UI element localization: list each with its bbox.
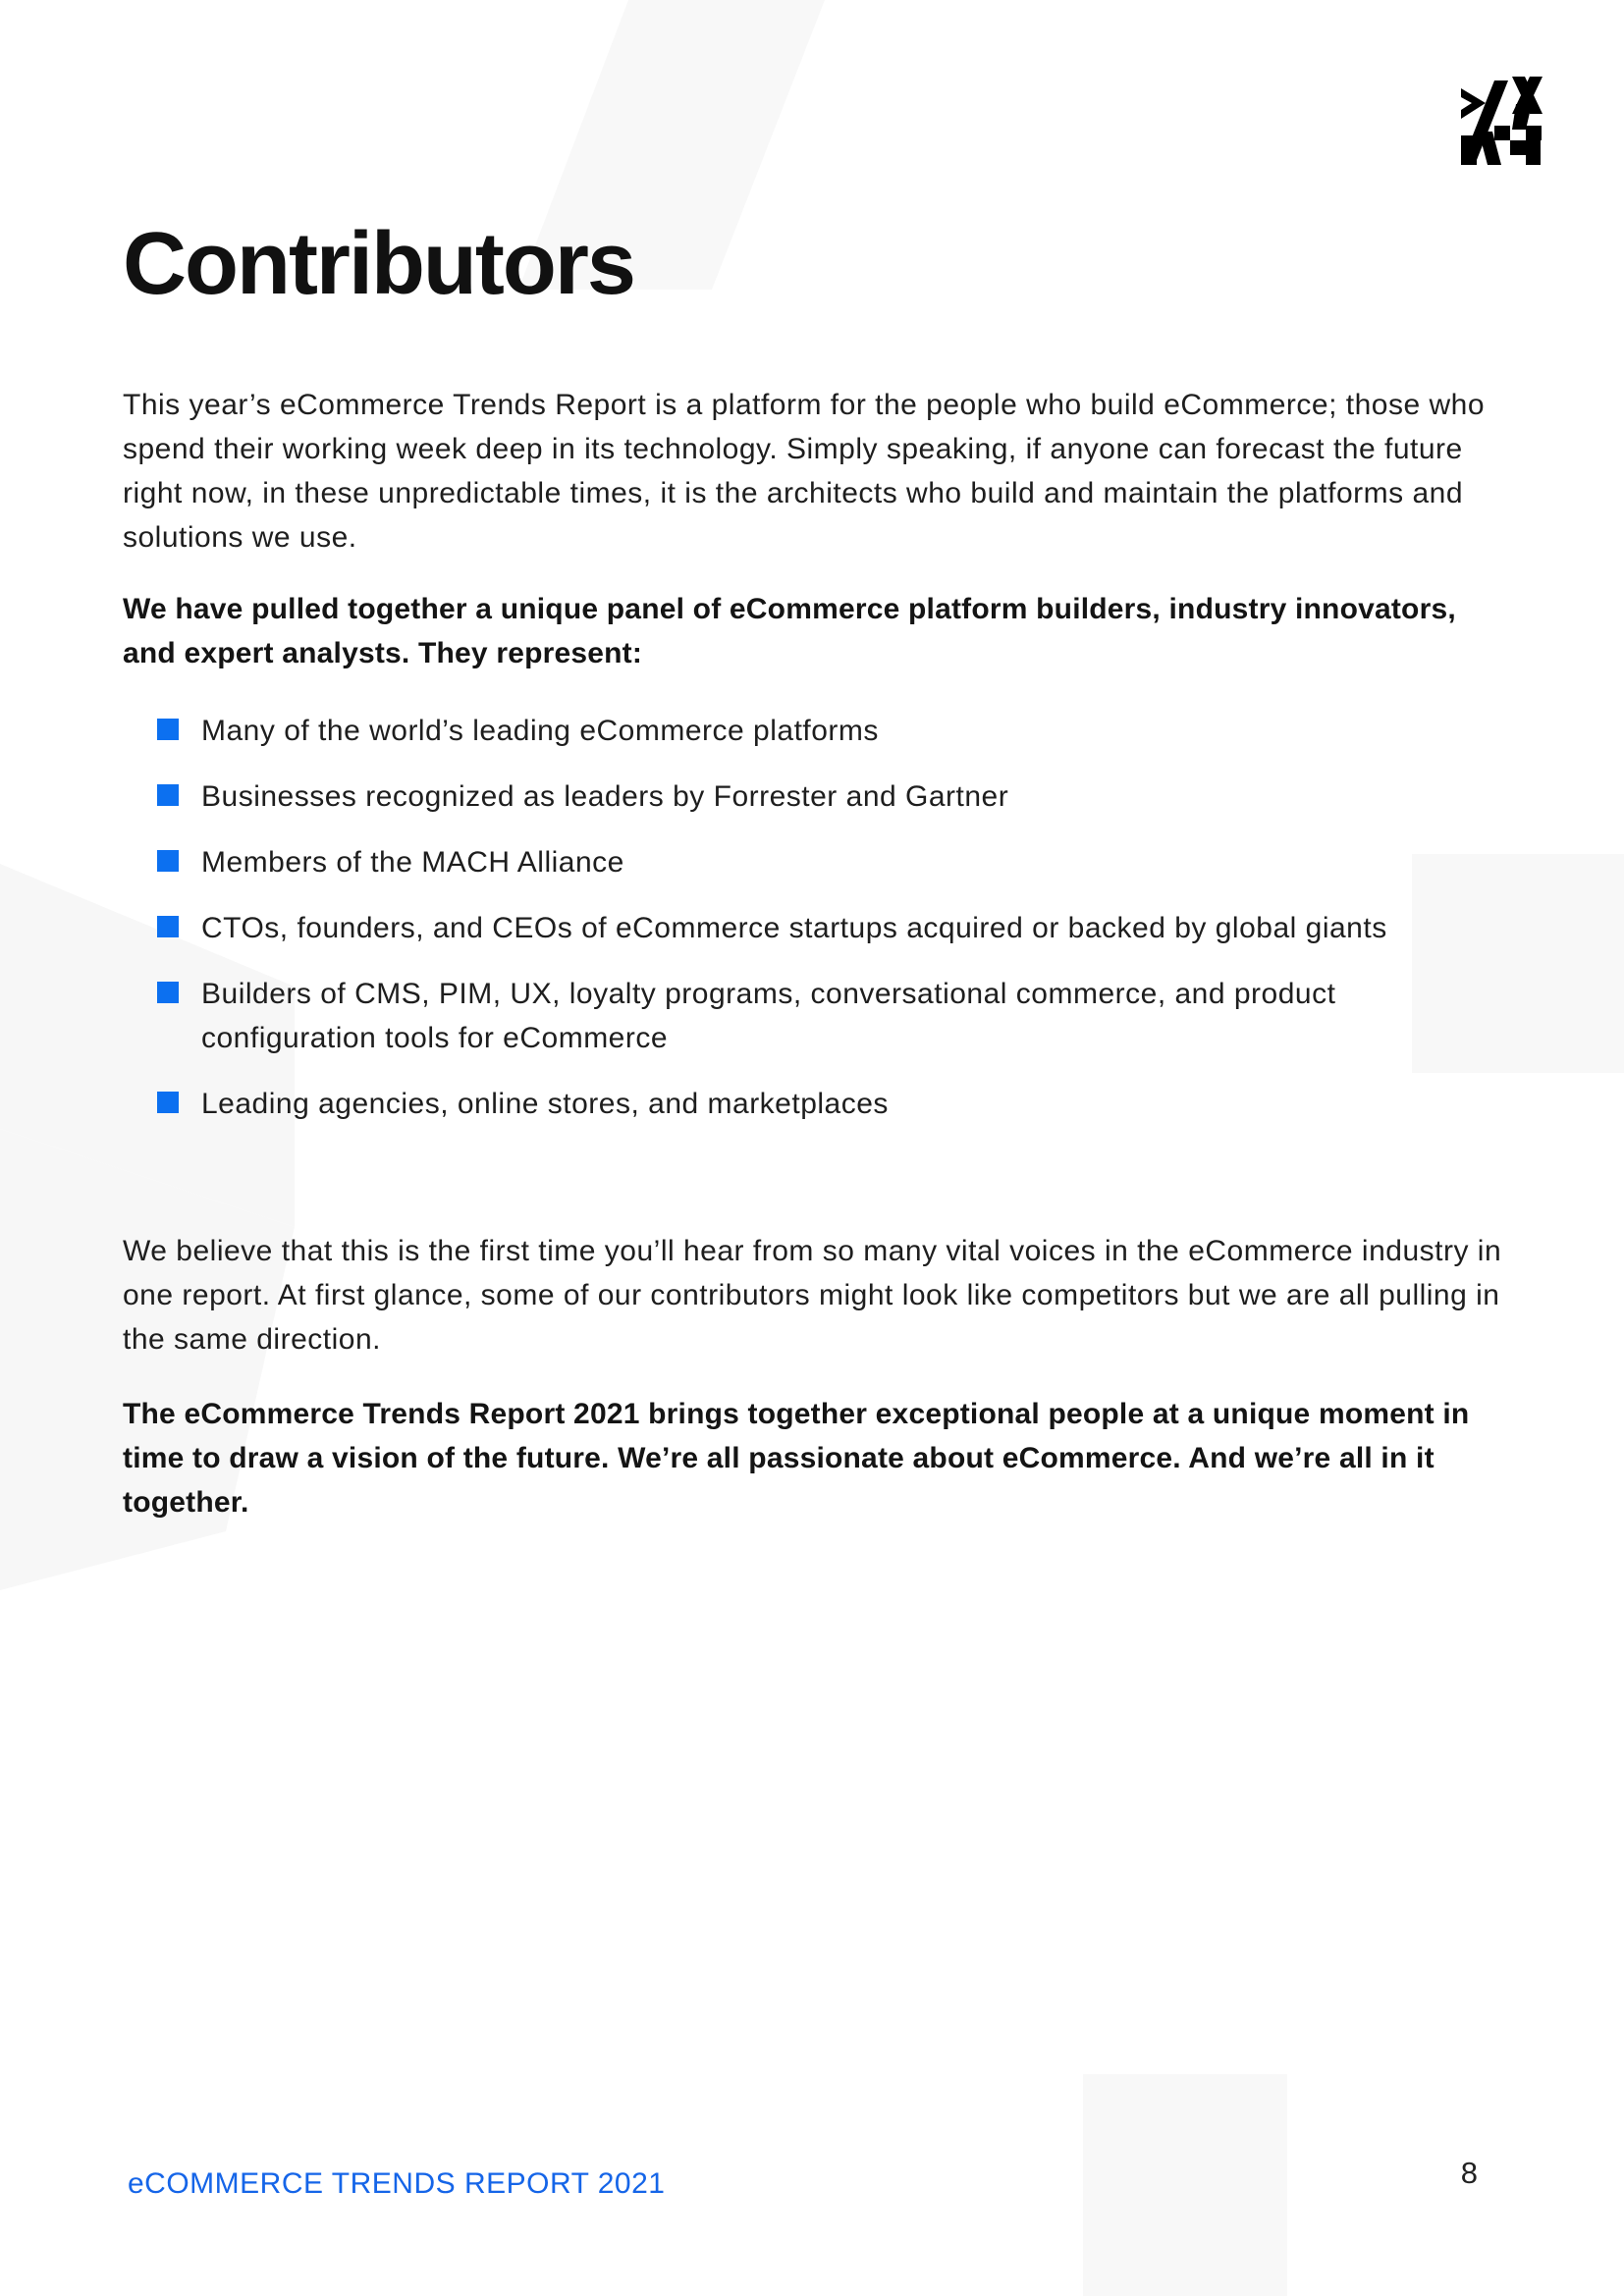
list-item bbox=[157, 840, 1463, 884]
square-bullet-icon bbox=[157, 982, 179, 1003]
list-item-text: Many of the world’s leading eCommerce platforms bbox=[201, 715, 879, 747]
contributor-bullet-list bbox=[157, 709, 1463, 1148]
list-item-text: Builders of CMS, PIM, UX, loyalty programs, conversational commerce, and product configuration tools for eCommerce bbox=[201, 978, 1336, 1054]
panel-intro-paragraph: We have pulled together a unique panel of eCommerce platform builders, industry innovators, and expert analysts. They represent: bbox=[123, 593, 1456, 669]
list-item bbox=[157, 709, 1463, 753]
list-item bbox=[157, 1082, 1463, 1126]
square-bullet-icon bbox=[157, 719, 179, 740]
brand-logo-icon bbox=[1455, 77, 1543, 165]
page-title: Contributors bbox=[123, 215, 634, 313]
square-bullet-icon bbox=[157, 850, 179, 872]
closing-paragraph: The eCommerce Trends Report 2021 brings together exceptional people at a unique moment in time to draw a vision of the future. We’re all passionate about eCommerce. And we’re all in it together. bbox=[123, 1398, 1470, 1519]
page-number: 8 bbox=[1460, 2156, 1478, 2190]
square-bullet-icon bbox=[157, 916, 179, 937]
believe-paragraph: We believe that this is the first time you’ll hear from so many vital voices in the eCommerce industry in one report. At first glance, some of our contributors might look like competitors but we are all pulling in the same direction. bbox=[123, 1235, 1502, 1356]
square-bullet-icon bbox=[157, 784, 179, 806]
list-item-text: Members of the MACH Alliance bbox=[201, 846, 624, 879]
square-bullet-icon bbox=[157, 1092, 179, 1113]
list-item bbox=[157, 774, 1463, 819]
list-item-text: Businesses recognized as leaders by Forrester and Gartner bbox=[201, 780, 1009, 813]
footer-report-title: eCOMMERCE TRENDS REPORT 2021 bbox=[128, 2167, 666, 2200]
watermark-shape-bottom-right bbox=[1083, 2074, 1287, 2296]
list-item-text: CTOs, founders, and CEOs of eCommerce startups acquired or backed by global giants bbox=[201, 912, 1387, 944]
list-item bbox=[157, 972, 1463, 1060]
intro-paragraph: This year’s eCommerce Trends Report is a platform for the people who build eCommerce; those who spend their working week deep in its technology. Simply speaking, if anyone can forecast the future right now, in these unpredictable times, it is the architects who build and maintain the platforms and solutions we use. bbox=[123, 389, 1485, 554]
list-item-text: Leading agencies, online stores, and marketplaces bbox=[201, 1088, 889, 1120]
list-item bbox=[157, 906, 1463, 950]
